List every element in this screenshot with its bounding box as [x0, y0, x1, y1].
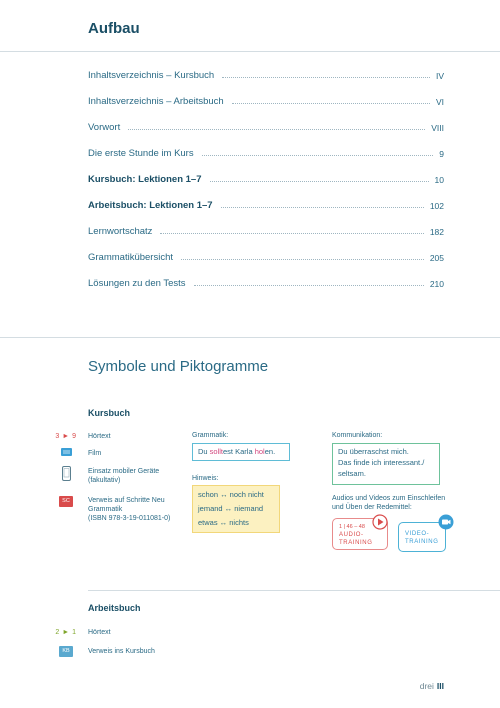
toc-entry-page: VIII	[431, 123, 444, 133]
grammar-text: .	[273, 447, 276, 456]
kursbuch-heading: Kursbuch	[88, 408, 131, 418]
page-number-numeral: III	[436, 681, 444, 691]
kursbuch-reference-label: Verweis ins Kursbuch	[88, 648, 155, 655]
grammar-highlight: sollt	[209, 447, 224, 456]
smartphone-icon	[46, 466, 86, 484]
toc-leader-dots	[194, 285, 424, 286]
header-divider	[0, 51, 500, 52]
section-divider	[0, 337, 500, 338]
toc-entry[interactable]	[88, 197, 444, 211]
track-number: 3	[55, 433, 60, 440]
track-number: 9	[72, 433, 77, 440]
audio-video-label-line: Audios und Videos zum Einschleifen	[332, 495, 446, 502]
toc-leader-dots	[232, 103, 430, 104]
toc-leader-dots	[210, 181, 429, 182]
toc-entry-title: Lernwortschatz	[88, 226, 153, 237]
toc-entry-title: Arbeitsbuch: Lektionen 1–7	[88, 200, 213, 211]
grammar-highlight: hol	[254, 447, 265, 456]
mobile-label-line: Einsatz mobiler Geräte	[88, 468, 160, 475]
grammar-text: en	[264, 447, 274, 456]
audio-video-label-line: und Üben der Redemittel:	[332, 504, 412, 511]
symbols-section-title: Symbole und Piktogramme	[88, 358, 269, 375]
track-number: 2	[55, 629, 60, 636]
toc-leader-dots	[181, 259, 424, 260]
grammar-text: est Karla	[223, 447, 255, 456]
arbeitsbuch-heading: Arbeitsbuch	[88, 603, 141, 613]
toc-entry[interactable]	[88, 67, 444, 81]
toc-entry-page: IV	[435, 71, 444, 81]
hint-box	[192, 485, 280, 533]
video-camera-icon	[438, 514, 454, 535]
mobile-label-line: (fakultativ)	[88, 477, 121, 484]
toc-entry-page: 9	[439, 149, 444, 159]
kommunikation-label: Kommunikation:	[332, 432, 383, 439]
track-number: 1	[72, 629, 77, 636]
grammar-example-box	[192, 443, 290, 461]
toc-entry-page: 182	[429, 227, 444, 237]
toc-entry-title: Inhaltsverzeichnis – Arbeitsbuch	[88, 96, 224, 107]
toc-entry-page: 210	[429, 279, 444, 289]
reference-line: Verweis auf Schritte Neu	[88, 497, 165, 504]
toc-entry[interactable]	[88, 275, 444, 289]
schritte-reference-badge	[46, 496, 86, 507]
communication-line: Das finde ich interessant./	[338, 458, 425, 467]
hoertext-label: Hörtext	[88, 629, 111, 636]
toc-leader-dots	[202, 155, 434, 156]
audio-training-label: TRAINING	[339, 540, 373, 546]
audio-track-marker	[46, 432, 86, 441]
hinweis-label: Hinweis:	[192, 475, 219, 482]
audio-track-marker	[46, 628, 86, 637]
toc-leader-dots	[222, 77, 430, 78]
reference-line: Grammatik	[88, 506, 123, 513]
video-training-label: TRAINING	[405, 539, 439, 545]
toc-leader-dots	[160, 233, 423, 234]
toc-leader-dots	[221, 207, 424, 208]
grammar-text: Du	[198, 447, 210, 456]
toc-entry[interactable]	[88, 249, 444, 263]
kursbuch-reference-badge	[46, 646, 86, 657]
play-arrow-icon: ►	[62, 629, 70, 636]
toc-entry-title: Die erste Stunde im Kurs	[88, 148, 194, 159]
toc-entry-page: 205	[429, 253, 444, 263]
video-training-label: VIDEO-	[405, 531, 430, 537]
film-icon	[46, 448, 86, 459]
audio-video-label	[332, 494, 445, 512]
play-arrow-icon: ►	[62, 433, 70, 440]
grammatik-label: Grammatik:	[192, 432, 229, 439]
communication-line: seltsam.	[338, 469, 366, 478]
schritte-reference-label	[88, 496, 170, 523]
toc-entry[interactable]	[88, 145, 444, 159]
play-icon	[372, 514, 388, 535]
communication-line: Du überraschst mich.	[338, 447, 409, 456]
communication-box	[332, 443, 440, 485]
badge-text: KB	[59, 646, 72, 657]
reference-line: (ISBN 978-3-19-011081-0)	[88, 515, 171, 522]
toc-entry-page: VI	[435, 97, 444, 107]
page-number	[420, 681, 444, 691]
mobile-devices-label	[88, 467, 159, 485]
hint-line: jemand ↔ niemand	[198, 504, 264, 513]
hint-line: etwas ↔ nichts	[198, 518, 249, 527]
toc-entry-title: Inhaltsverzeichnis – Kursbuch	[88, 70, 215, 81]
toc-entry-title: Grammatikübersicht	[88, 252, 173, 263]
toc-entry-page: 10	[434, 175, 444, 185]
toc-entry-title: Vorwort	[88, 122, 121, 133]
page-number-word: drei	[419, 681, 434, 691]
audio-track-ref: 1 | 46 – 48	[339, 524, 365, 530]
toc-leader-dots	[128, 129, 425, 130]
toc-entry[interactable]	[88, 93, 444, 107]
toc-entry-page: 102	[429, 201, 444, 211]
film-label: Film	[88, 450, 102, 457]
badge-text: SC	[59, 496, 73, 507]
toc-entry[interactable]	[88, 119, 444, 133]
toc-entry[interactable]	[88, 171, 444, 185]
audio-training-label: AUDIO-	[339, 532, 364, 538]
subsection-divider	[88, 590, 500, 591]
hoertext-label: Hörtext	[88, 433, 111, 440]
toc-entry-title: Kursbuch: Lektionen 1–7	[88, 174, 202, 185]
toc-entry-title: Lösungen zu den Tests	[88, 278, 186, 289]
page-title: Aufbau	[88, 20, 140, 37]
hint-line: schon ↔ noch nicht	[198, 490, 264, 499]
toc-entry[interactable]	[88, 223, 444, 237]
